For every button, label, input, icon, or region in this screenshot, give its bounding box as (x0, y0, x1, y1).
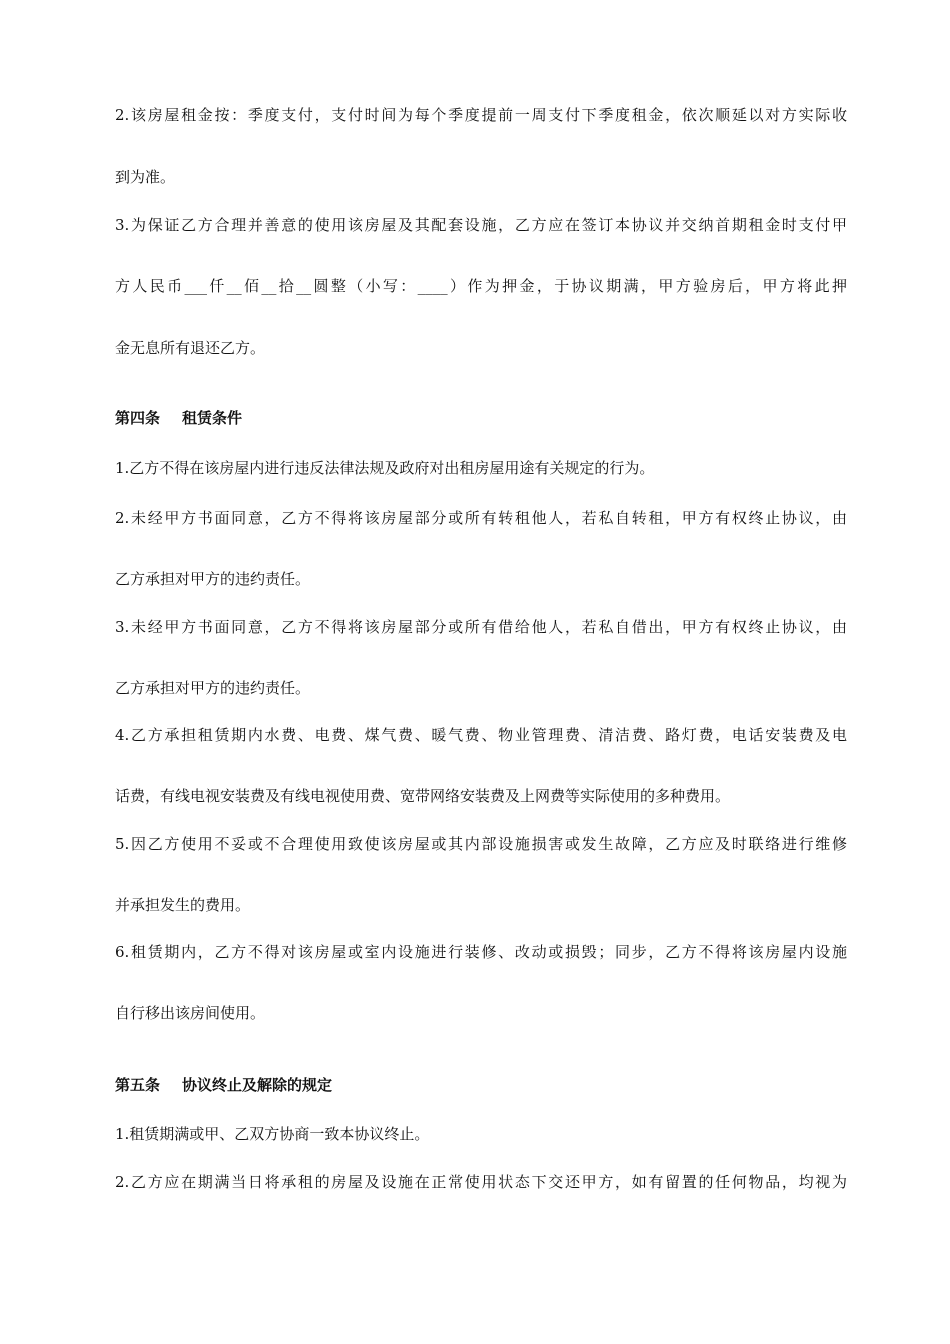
clause4-item1: 1.乙方不得在该房屋内进行违反法律法规及政府对出租房屋用途有关规定的行为。 (115, 459, 655, 477)
clause3-item3-line3: 金无息所有退还乙方。 (115, 339, 266, 357)
clause4-heading-number: 第四条 (115, 409, 161, 427)
clause4-item5-line1: 5.因乙方使用不妥或不合理使用致使该房屋或其内部设施损害或发生故障，乙方应及时联络进行维修 (115, 835, 847, 853)
clause5-item2-line1: 2.乙方应在期满当日将承租的房屋及设施在正常使用状态下交还甲方，如有留置的任何物品，均视为 (115, 1173, 847, 1191)
clause5-item1: 1.租赁期满或甲、乙双方协商一致本协议终止。 (115, 1125, 430, 1143)
clause5-heading-title: 协议终止及解除的规定 (182, 1076, 333, 1094)
clause4-item4-line1: 4.乙方承担租赁期内水费、电费、煤气费、暖气费、物业管理费、清洁费、路灯费，电话安装费及电 (115, 726, 847, 744)
clause3-item3-line2: 方人民币___仟__佰__拾__圆整（小写：____）作为押金，于协议期满，甲方验房后，甲方将此押 (115, 277, 847, 295)
clause4-heading (115, 408, 242, 428)
clause3-item2-line2: 到为准。 (115, 168, 176, 186)
clause4-heading-title: 租赁条件 (182, 409, 243, 427)
clause4-item3-line1: 3.未经甲方书面同意，乙方不得将该房屋部分或所有借给他人，若私自借出，甲方有权终止协议，由 (115, 618, 847, 636)
clause3-item2-line1: 2.该房屋租金按：季度支付，支付时间为每个季度提前一周支付下季度租金，依次顺延以对方实际收 (115, 106, 847, 124)
clause5-heading (115, 1075, 332, 1095)
clause4-item2-line1: 2.未经甲方书面同意，乙方不得将该房屋部分或所有转租他人，若私自转租，甲方有权终止协议，由 (115, 509, 847, 527)
clause4-item3-line2: 乙方承担对甲方的违约责任。 (115, 679, 311, 697)
clause5-heading-number: 第五条 (115, 1076, 161, 1094)
clause3-item3-line1: 3.为保证乙方合理并善意的使用该房屋及其配套设施，乙方应在签订本协议并交纳首期租金时支付甲 (115, 216, 847, 234)
clause4-item6-line1: 6.租赁期内，乙方不得对该房屋或室内设施进行装修、改动或损毁；同步，乙方不得将该房屋内设施 (115, 943, 847, 961)
clause4-item5-line2: 并承担发生的费用。 (115, 896, 251, 914)
clause4-item2-line2: 乙方承担对甲方的违约责任。 (115, 570, 311, 588)
clause4-item4-line2: 话费，有线电视安装费及有线电视使用费、宽带网络安装费及上网费等实际使用的多种费用。 (115, 787, 731, 805)
clause4-item6-line2: 自行移出该房间使用。 (115, 1004, 266, 1022)
